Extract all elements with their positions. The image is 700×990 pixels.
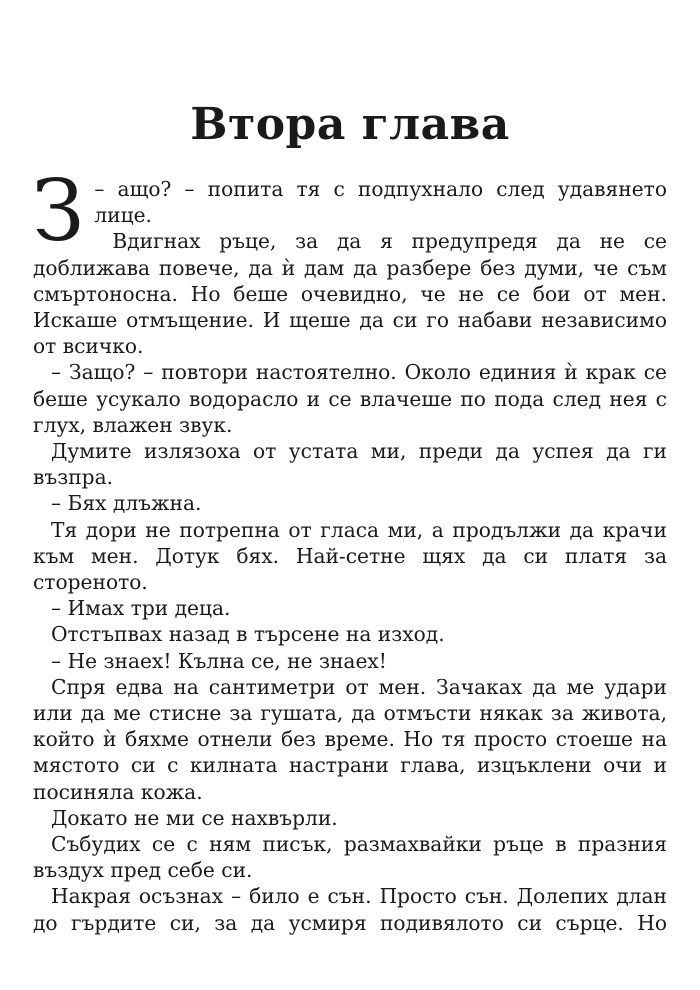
paragraph-text: – Бях длъжна.: [51, 491, 202, 516]
paragraph-text: Отстъпвах назад в търсене на изход.: [51, 622, 445, 647]
paragraph: [33, 228, 667, 359]
drop-cap: З: [32, 162, 85, 260]
paragraph: [33, 674, 667, 805]
chapter-title: Втора глава: [190, 99, 510, 150]
paragraph: [33, 648, 667, 674]
paragraph-text: Накрая осъзнах – било е сън. Просто сън. Долепих длан до гърдите си, за да усмиря подивялото си сърце. Но: [33, 884, 667, 935]
paragraph-text: – Не знаех! Кълна се, не знаех!: [51, 648, 387, 673]
book-page: [33, 0, 667, 990]
paragraph-text: Спря едва на сантиметри от мен. Зачаках да ме удари или да ме стисне за гушата, да отмъсти някак за живота, който ѝ бяхме отнели без време. Но тя просто стоеше на мястото си с килната настрани глава, изцъклени очи и посиняла кожа.: [33, 674, 667, 804]
paragraph-text: – ащо? – попита тя с подпухнало след удавянето лице.: [94, 177, 667, 228]
paragraph: [33, 805, 667, 831]
paragraph: [33, 359, 667, 438]
paragraph-text: Докато не ми се нахвърли.: [51, 805, 338, 830]
paragraph-text: – Защо? – повтори настоятелно. Около единия ѝ крак се беше усукало водорасло и се влачеше по пода след нея с глух, влажен звук.: [33, 360, 667, 437]
paragraph: [33, 621, 667, 647]
paragraph: [33, 595, 667, 621]
paragraph-text: Събудих се с ням писък, размахвайки ръце в празния въздух пред себе си.: [33, 832, 667, 883]
paragraph: [33, 831, 667, 883]
paragraph-text: – Имах три деца.: [51, 596, 231, 621]
paragraph: [33, 517, 667, 596]
paragraph-text: Думите излязоха от устата ми, преди да успея да ги възпра.: [33, 439, 667, 490]
paragraph-text: Вдигнах ръце, за да я предупредя да не се доближава повече, да ѝ дам да разбере без думи, че съм смъртоносна. Но беше очевидно, че не се бои от мен. Искаше отмъщение. И щеше да си го набави независимо от всичко.: [33, 229, 667, 359]
paragraph: [33, 438, 667, 490]
chapter-body: [32, 162, 667, 936]
paragraph: [32, 162, 667, 260]
paragraph-text: Тя дори не потрепна от гласа ми, а продължи да крачи към мен. Дотук бях. Най-сетне щях да си платя за стореното.: [33, 517, 667, 595]
paragraph: [33, 883, 667, 935]
paragraph: [33, 490, 667, 516]
